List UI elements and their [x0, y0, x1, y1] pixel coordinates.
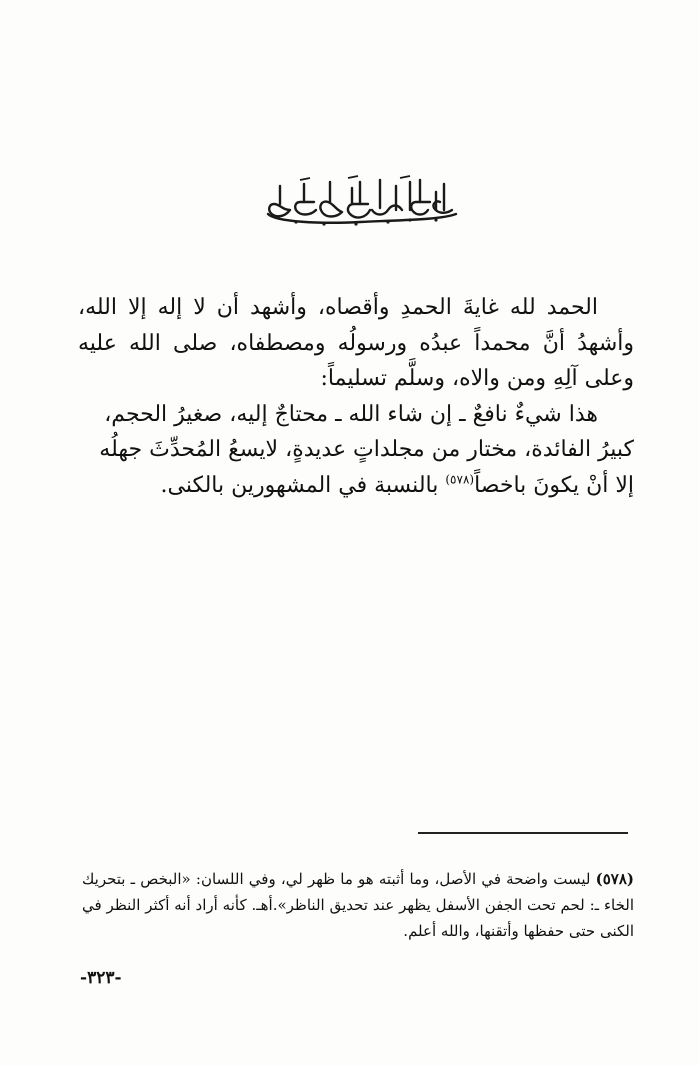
footnote-text: ليست واضحة في الأصل، وما أثبته هو ما ظهر لي، وفي اللسان: «البخص ـ بتحريك الخاء ـ: لحم تحت الجفن الأسفل يظهر عند تحديق الناظر».أهـ. كأنه أراد أنه أكثر النظر في الكنى حتى حفظها وأتقنها، والله أعلم. [82, 870, 634, 940]
footnote-divider [418, 832, 628, 834]
footnote-number: (٥٧٨) [595, 870, 634, 888]
introduction-paragraph [78, 397, 634, 504]
opening-paragraph: الحمد لله غايةَ الحمدِ وأقصاه، وأشهد أن لا إله إلا الله، وأشهدُ أنَّ محمداً عبدُه ورسولُه ومصطفاه، صلى الله عليه وعلى آلِهِ ومن والاه، وسلَّم تسليماً: [78, 295, 634, 391]
introduction-text-end: بالنسبة في المشهورين بالكنى. [160, 472, 446, 498]
page-number: -٣٢٣- [80, 968, 122, 988]
introduction-text: هذا شيءٌ نافعٌ ـ إن شاء الله ـ محتاجٌ إليه، صغيرُ الحجم، كبيرُ الفائدة، مختار من مجلداتٍ عديدةٍ، لايسعُ المُحدِّثَ جهلُه إلا أنْ يكونَ باخصاً [99, 401, 634, 498]
footnote-reference[interactable]: (٥٧٨) [445, 472, 475, 487]
main-text [78, 290, 634, 503]
footnote [82, 866, 634, 944]
basmala-calligraphy [260, 170, 460, 230]
basmala-calligraphy-icon [260, 170, 460, 230]
